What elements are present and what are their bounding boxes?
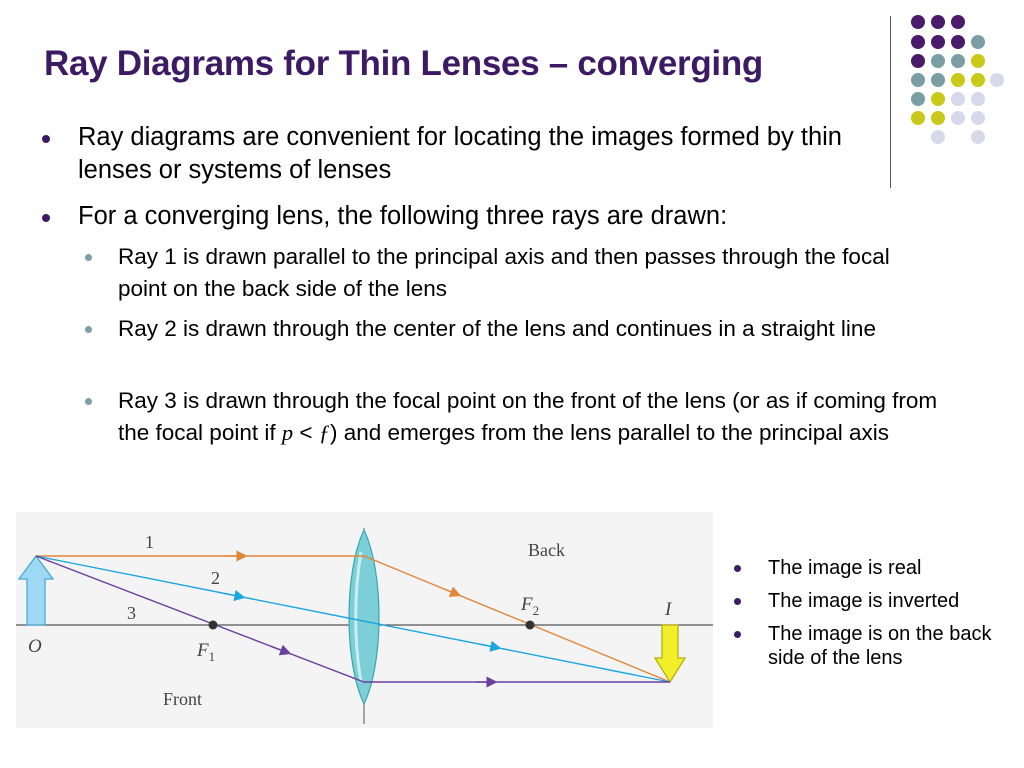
decor-dot xyxy=(971,35,985,49)
f1-label xyxy=(196,640,215,664)
decor-dot xyxy=(951,111,965,125)
decor-dot xyxy=(971,111,985,125)
ray-1-arrowhead-2 xyxy=(442,588,456,594)
back-label: Back xyxy=(528,540,565,560)
decor-dot xyxy=(951,54,965,68)
slide-title: Ray Diagrams for Thin Lenses – converging xyxy=(44,44,764,83)
ray-2-arrowhead-2 xyxy=(482,645,496,648)
image-label: I xyxy=(665,599,672,620)
ray-diagram-svg xyxy=(16,512,713,728)
decor-dot xyxy=(951,92,965,106)
decor-dot xyxy=(931,15,945,29)
decor-dot xyxy=(911,92,925,106)
decor-dot xyxy=(931,35,945,49)
decor-dot xyxy=(931,130,945,144)
decor-dot xyxy=(951,73,965,87)
f1-main: F xyxy=(197,640,209,661)
sub-bullet-ray-2: Ray 2 is drawn through the center of the lens and continues in a straight line xyxy=(118,313,938,345)
ray-3-label: 3 xyxy=(127,603,136,623)
decor-dot xyxy=(911,111,925,125)
f2-label xyxy=(520,594,539,618)
decor-dot xyxy=(911,35,925,49)
lens-ray-diagram xyxy=(16,512,713,728)
decor-dot xyxy=(971,92,985,106)
front-label: Front xyxy=(163,689,203,709)
decor-dot xyxy=(931,54,945,68)
decor-dot xyxy=(971,130,985,144)
decor-dot xyxy=(911,15,925,29)
ray-2-label: 2 xyxy=(211,568,220,588)
focal-point-f1 xyxy=(209,621,218,630)
f2-subscript: 2 xyxy=(532,603,540,618)
decor-dot xyxy=(931,73,945,87)
decor-dot xyxy=(951,35,965,49)
decor-dot xyxy=(951,15,965,29)
object-arrow xyxy=(19,556,53,625)
f2-main: F xyxy=(521,594,533,615)
sub-bullet-ray-3 xyxy=(118,385,938,449)
ray-3-less-than: < xyxy=(293,420,319,445)
ray-3-text-start: Ray 3 is drawn through the focal point on the front of the lens (or as if coming from the focal point if xyxy=(118,388,938,445)
ray-2-arrowhead xyxy=(224,593,240,596)
sub-bullet-ray-1: Ray 1 is drawn parallel to the principal axis and then passes through the focal point on the back side of the lens xyxy=(118,241,938,305)
ray-3-p-symbol: p xyxy=(281,420,294,445)
image-arrow xyxy=(655,625,685,682)
decor-dot xyxy=(911,73,925,87)
image-properties-list xyxy=(768,556,1018,679)
bullet-ray-diagrams: Ray diagrams are convenient for locating the images formed by thin lenses or systems of lenses xyxy=(78,121,868,187)
decor-dot xyxy=(931,92,945,106)
ray-3-arrowhead xyxy=(271,646,286,652)
focal-point-f2 xyxy=(526,621,535,630)
decor-dot xyxy=(911,54,925,68)
decor-dot xyxy=(971,54,985,68)
ray-3-f-symbol: ƒ xyxy=(318,420,331,445)
ray-3-text-end: ) and emerges from the lens parallel to the principal axis xyxy=(330,420,890,445)
note-image-back-side: The image is on the back side of the lens xyxy=(768,622,1018,670)
decor-dot xyxy=(971,73,985,87)
ray-1-label: 1 xyxy=(145,532,154,552)
f1-subscript: 1 xyxy=(208,649,216,664)
note-image-real: The image is real xyxy=(768,556,1018,580)
decor-dot xyxy=(931,111,945,125)
object-label: O xyxy=(28,636,42,657)
note-image-inverted: The image is inverted xyxy=(768,589,1018,613)
decor-dot xyxy=(990,73,1004,87)
bullet-converging-lens: For a converging lens, the following three rays are drawn: xyxy=(78,200,868,233)
